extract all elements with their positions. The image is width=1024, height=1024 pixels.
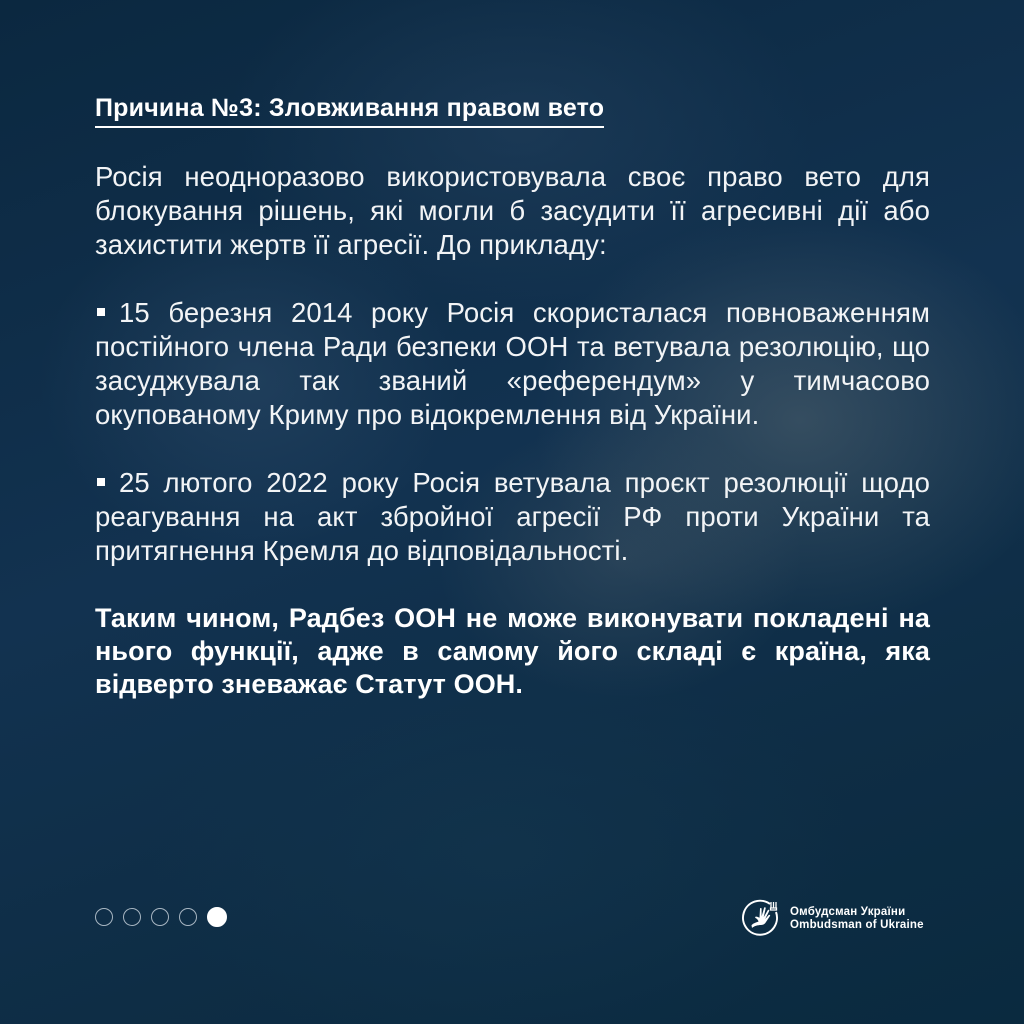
bullet-text: 15 березня 2014 року Росія скористалася повноваженням постійного члена Ради безпеки ООН та ветувала резолюцію, що засуджувала так званий «референдум» у тимчасово окупованому Криму про відокремлення від України. bbox=[95, 297, 930, 430]
page-dot-1[interactable] bbox=[95, 908, 113, 926]
page-dot-5-active[interactable] bbox=[207, 907, 227, 927]
pagination-dots bbox=[95, 908, 227, 927]
hand-trident-circle-icon bbox=[740, 898, 782, 940]
bullet-square-icon bbox=[97, 478, 105, 486]
intro-paragraph: Росія неодноразово використовувала своє право вето для блокування рішень, які могли б засудити її агресивні дії або захистити жертв її агресії. До прикладу: bbox=[95, 161, 930, 260]
page-dot-3[interactable] bbox=[151, 908, 169, 926]
list-item bbox=[95, 296, 930, 432]
ombudsman-logo bbox=[740, 898, 924, 940]
slide-content bbox=[95, 92, 930, 701]
logo-text-ukrainian: Омбудсман України bbox=[790, 906, 906, 918]
conclusion-paragraph: Таким чином, Радбез ООН не може виконувати покладені на нього функції, адже в самому його складі є країна, яка відверто зневажає Статут ООН. bbox=[95, 603, 930, 699]
page-dot-2[interactable] bbox=[123, 908, 141, 926]
logo-text-english: Ombudsman of Ukraine bbox=[790, 919, 924, 931]
list-item bbox=[95, 466, 930, 568]
page-dot-4[interactable] bbox=[179, 908, 197, 926]
page-title: Причина №3: Зловживання правом вето bbox=[95, 92, 604, 128]
logo-text bbox=[790, 906, 924, 932]
bullet-square-icon bbox=[97, 308, 105, 316]
bullet-text: 25 лютого 2022 року Росія ветувала проєкт резолюції щодо реагування на акт збройної агресії РФ проти України та притягнення Кремля до відповідальності. bbox=[95, 467, 930, 566]
